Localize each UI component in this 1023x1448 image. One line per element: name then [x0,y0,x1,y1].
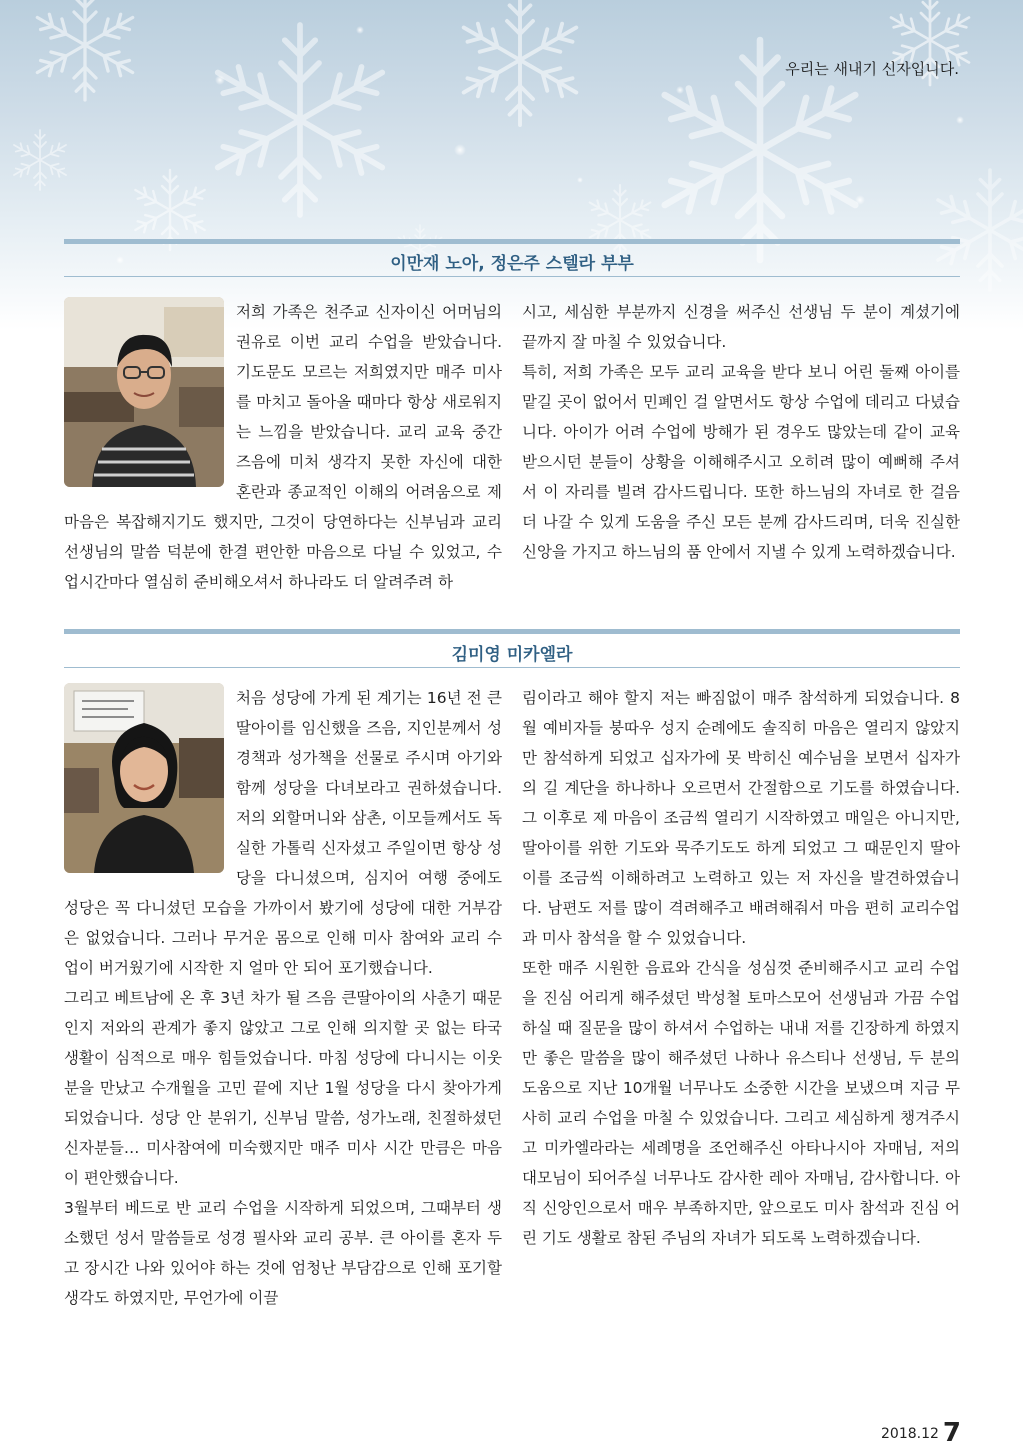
section-divider-bar [64,629,960,634]
section-divider-bar [64,239,960,244]
article-right-column [522,297,960,567]
section-title: 김미영 미카엘라 [451,645,573,665]
article-left-column [64,297,502,597]
paragraph: 3월부터 베드로 반 교리 수업을 시작하게 되었으며, 그때부터 생소했던 성서 말씀들로 성경 필사와 교리 공부. 큰 아이를 혼자 두고 장시간 나와 있어야 하는 것에 엄청난 부담감으로 인해 포기할 생각도 하였지만, 무언가에 이끌 [64,1199,502,1307]
article-left-column [64,683,502,1313]
issue-date: 2018.12 [881,1426,939,1442]
snowflake-background-icon [0,0,1023,330]
header-tagline: 우리는 새내기 신자입니다. [785,60,959,78]
section-title: 이만재 노아, 정은주 스텔라 부부 [390,254,634,274]
section-underline [64,667,960,668]
page-number: 7 [942,1418,961,1448]
paragraph: 저희 가족은 천주교 신자이신 어머님의 권유로 이번 교리 수업을 받았습니다. 기도문도 모르는 저희였지만 매주 미사를 마치고 돌아올 때마다 항상 새로워지는 느낌을 받았습니다. 교리 교육 중간 즈음에 미처 생각지 못한 자신에 대한 혼란과 종교적인 이해의 어려움으로 제 마음은 복잡해지기도 했지만, 그것이 당연하다는 신부님과 교리 선생님의 말씀 덕분에 한결 편안한 마음으로 다닐 수 있었고, 수업시간마다 열심히 준비해오셔서 하나라도 더 알려주려 하 [64,303,502,591]
paragraph: 시고, 세심한 부분까지 신경을 써주신 선생님 두 분이 계셨기에 끝까지 잘 마칠 수 있었습니다. [522,303,960,351]
portrait-photo [64,683,224,873]
paragraph: 처음 성당에 가게 된 계기는 16년 전 큰딸아이를 임신했을 즈음, 지인분께서 성경책과 성가책을 선물로 주시며 아기와 함께 성당을 다녀보라고 권하셨습니다. 저의 외할머니와 삼촌, 이모들께서도 독실한 가톨릭 신자셨고 주일이면 항상 성당을 다니셨으며, 심지어 여행 중에도 성당은 꼭 다니셨던 모습을 가까이서 봤기에 성당에 대한 거부감은 없었습니다. 그러나 무거운 몸으로 인해 미사 참여와 교리 수업이 버거웠기에 시작한 지 얼마 안 되어 포기했습니다. [64,689,502,977]
article-right-column [522,683,960,1253]
paragraph: 그리고 베트남에 온 후 3년 차가 될 즈음 큰딸아이의 사춘기 때문인지 저와의 관계가 좋지 않았고 그로 인해 의지할 곳 없는 타국 생활이 심적으로 매우 힘들었습니다. 마침 성당에 다니시는 이웃분을 만났고 수개월을 고민 끝에 지난 1월 성당을 다시 찾아가게 되었습니다. 성당 안 분위기, 신부님 말씀, 성가노래, 친절하셨던 신자분들… 미사참여에 미숙했지만 매주 미사 시간 만큼은 마음이 편안했습니다. [64,989,502,1187]
portrait-photo [64,297,224,487]
page-footer [881,1418,961,1448]
paragraph: 림이라고 해야 할지 저는 빠짐없이 매주 참석하게 되었습니다. 8월 예비자들 붕따우 성지 순례에도 솔직히 마음은 열리지 않았지만 참석하게 되었고 십자가에 못 박히신 예수님을 보면서 십자가의 길 계단을 하나하나 오르면서 간절함으로 기도를 하였습니다. 그 이후로 제 마음이 조금씩 열리기 시작하였고 매일은 아니지만, 딸아이를 위한 기도와 묵주기도도 하게 되었고 그 때문인지 딸아이를 조금씩 이해하려고 노력하고 있는 저 자신을 발견하였습니다. 남편도 저를 많이 격려해주고 배려해줘서 마음 편히 교리수업과 미사 참석을 할 수 있었습니다. [522,689,960,947]
paragraph: 특히, 저희 가족은 모두 교리 교육을 받다 보니 어린 둘째 아이를 맡길 곳이 없어서 민폐인 걸 알면서도 항상 수업에 데리고 다녔습니다. 아이가 어려 수업에 방해가 된 경우도 많았는데 같이 교육 받으시던 분들이 상황을 이해해주시고 오히려 많이 예뻐해 주셔서 이 자리를 빌려 감사드립니다. 또한 하느님의 자녀로 한 걸음 더 나갈 수 있게 도움을 주신 모든 분께 감사드리며, 더욱 진실한 신앙을 가지고 하느님의 품 안에서 지낼 수 있게 노력하겠습니다. [522,363,960,561]
snowflake-banner [0,0,1023,330]
section-underline [64,276,960,277]
paragraph: 또한 매주 시원한 음료와 간식을 성심껏 준비해주시고 교리 수업을 진심 어리게 해주셨던 박성철 토마스모어 선생님과 가끔 수업하실 때 질문을 많이 하셔서 수업하는 내내 저를 긴장하게 하였지만 좋은 말씀을 많이 해주셨던 나하나 유스티나 선생님, 두 분의 도움으로 지난 10개월 너무나도 소중한 시간을 보냈으며 지금 무사히 교리 수업을 마칠 수 있었습니다. 그리고 세심하게 챙겨주시고 미카엘라라는 세례명을 조언해주신 아타나시아 자매님, 저의 대모님이 되어주실 너무나도 감사한 레아 자매님, 감사합니다. 아직 신앙인으로서 매우 부족하지만, 앞으로도 미사 참석과 진심 어린 기도 생활로 참된 주님의 자녀가 되도록 노력하겠습니다. [522,959,960,1247]
